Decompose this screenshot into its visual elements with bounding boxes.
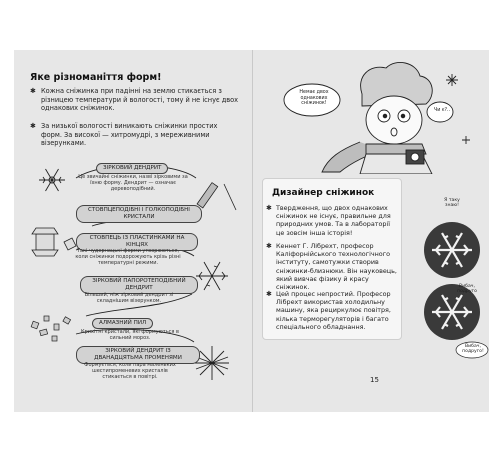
diamond-dust-icon <box>31 316 70 341</box>
snowflake-photo-icon <box>424 222 480 278</box>
page-title: Яке різноманіття форм! <box>30 72 162 83</box>
bullet-item <box>30 87 240 113</box>
bullet-item <box>30 122 240 148</box>
boy-illustration <box>270 54 485 174</box>
bullet-text: Твердження, що двох однакових сніжинок не існує, правильне для природних умов. Та в лабораторії це зовсім інша історія! <box>276 204 391 237</box>
type-description: Такі чудернацькі форми утворюються, коли сніжинки подорожують крізь різні температурні режими. <box>75 248 181 266</box>
asterisk-icon: ✱ <box>30 122 36 130</box>
book-gutter <box>252 50 253 412</box>
handwritten-note: Вибач, подруго <box>457 284 477 295</box>
speech-bubble-left: Немає двох однакових сніжинок! <box>299 90 329 107</box>
type-label: АЛМАЗНИЙ ПИЛ <box>92 318 153 329</box>
type-label: СТОВПЦЕПОДІБНІ І ГОЛКОПОДІБНІ КРИСТАЛИ <box>76 205 202 223</box>
asterisk-icon: ✱ <box>266 204 272 212</box>
type-label: ЗІРКОВИЙ ПАПОРОТЕПОДІБНИЙ ДЕНДРИТ <box>80 276 198 294</box>
twin-snowflakes <box>412 192 492 362</box>
bullet-text: Цей процес непростий. Професор Лібрехт використав холодильну машину, яка рециркулює повітря, кілька терморегуляторів і багато спеціального обладнання. <box>276 290 391 331</box>
needle-crystal-icon <box>197 183 236 210</box>
bullet-text: За низької вологості виникають сніжинки простих форм. За високої — хитромудрі, з мереживними візерунками. <box>41 122 218 148</box>
type-label: ЗІРКОВИЙ ДЕНДРИТ ІЗ ДВАНАДЦЯТЬМА ПРОМЕНЯМИ <box>76 346 200 364</box>
asterisk-icon: ✱ <box>266 290 272 298</box>
fern-dendrite-icon <box>196 262 228 290</box>
type-description: Формується, коли пара маленьких шестипроменевих кристалів стикається в повітрі. <box>84 362 176 380</box>
type-label: СТОВПЕЦЬ ІЗ ПЛАСТИНКАМИ НА КІНЦЯХ <box>76 233 198 251</box>
handwritten-note: Я таку знаю! <box>444 198 460 209</box>
bullet-item <box>266 204 398 237</box>
handwritten-note: Вибач, подруго! <box>462 344 484 355</box>
page-number: 15 <box>370 376 379 384</box>
box-title: Дизайнер сніжинок <box>272 188 375 198</box>
type-description: Крихітні кристали, які формуються в сильний мороз. <box>81 329 179 341</box>
asterisk-icon: ✱ <box>266 242 272 250</box>
bullet-item <box>266 242 398 291</box>
twelve-ray-dendrite-icon <box>195 346 229 380</box>
type-label: ЗІРКОВИЙ ДЕНДРИТ <box>96 163 168 174</box>
bullet-text: Кеннет Г. Лібрехт, професор Каліфорнійського технологічного інституту, самотужки створив сніжинки-близнюки. Він науковець, який вивчає фізику й красу сніжинок. <box>276 242 397 292</box>
type-description: Більший, ніж зірковий дендрит зі складнішим візерунком. <box>84 292 174 304</box>
star-dendrite-icon <box>39 169 65 191</box>
asterisk-icon: ✱ <box>30 87 36 95</box>
bullet-item <box>266 290 398 331</box>
speech-bubble-right: Чи є?.. <box>433 108 451 113</box>
type-description: Це звичайні сніжинки, назві зірковими за їхню форму. Дендрит — означає деревоподібний. <box>78 174 188 192</box>
bullet-text: Кожна сніжинка при падінні на землю стикається з різницею температури й вологості, тому й не існує двох однакових сніжинок. <box>41 87 239 113</box>
